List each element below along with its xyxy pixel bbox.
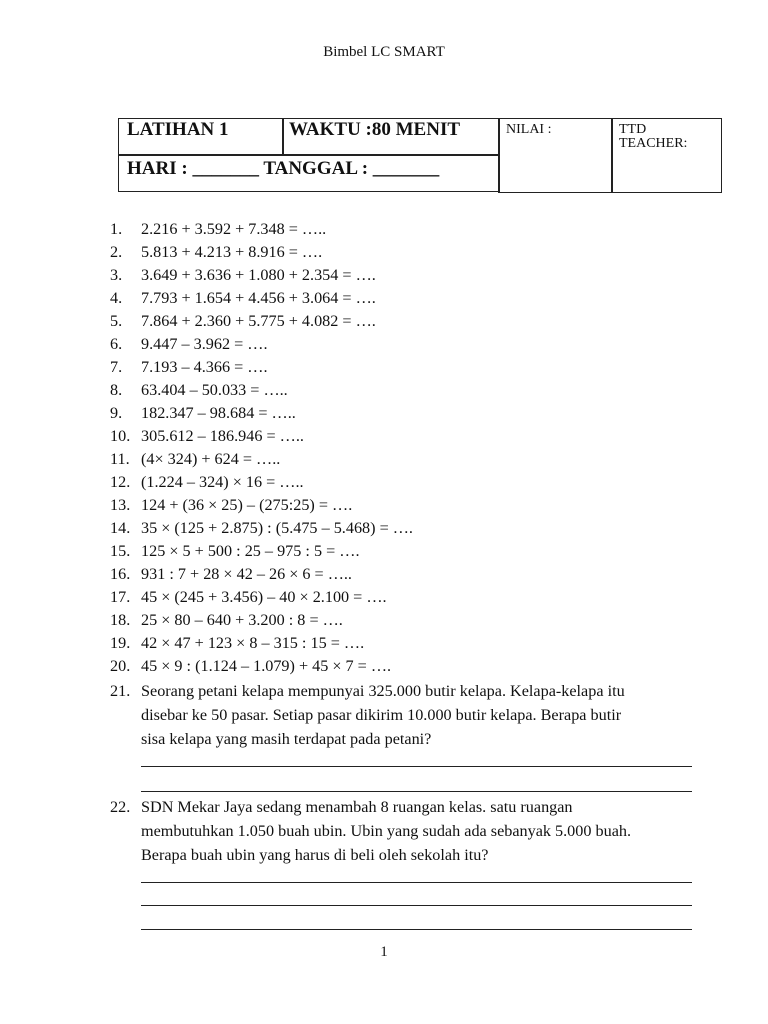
question-text: 45 × 9 : (1.124 – 1.079) + 45 × 7 = …. (141, 657, 392, 675)
page-number: 1 (380, 944, 388, 960)
question-item (0, 655, 768, 677)
nilai-label: NILAI : (506, 122, 552, 137)
hari-tanggal-label: HARI : _______ TANGGAL : _______ (127, 158, 440, 179)
answer-line[interactable] (141, 905, 692, 906)
question-text-line: Seorang petani kelapa mempunyai 325.000 butir kelapa. Kelapa-kelapa itu (141, 682, 625, 700)
question-text-line: sisa kelapa yang masih terdapat pada petani? (141, 730, 432, 748)
question-number: 9. (110, 404, 123, 422)
question-text: 35 × (125 + 2.875) : (5.475 – 5.468) = …. (141, 519, 413, 537)
question-number: 6. (110, 335, 123, 353)
question-number: 17. (110, 588, 131, 606)
question-text-line: membutuhkan 1.050 buah ubin. Ubin yang sudah ada sebanyak 5.000 buah. (141, 822, 632, 840)
question-number: 5. (110, 312, 123, 330)
document-header: Bimbel LC SMART (323, 44, 445, 60)
question-number: 22. (110, 798, 131, 816)
question-text: 9.447 – 3.962 = …. (141, 335, 268, 353)
question-text: 7.193 – 4.366 = …. (141, 358, 268, 376)
question-number: 20. (110, 657, 131, 675)
question-item (0, 287, 768, 309)
question-number: 7. (110, 358, 123, 376)
answer-line[interactable] (141, 929, 692, 930)
question-text: 931 : 7 + 28 × 42 – 26 × 6 = ….. (141, 565, 352, 583)
question-item (0, 218, 768, 240)
question-item (0, 241, 768, 263)
question-item (0, 563, 768, 585)
question-item (0, 586, 768, 608)
question-number: 10. (110, 427, 131, 445)
question-item (0, 356, 768, 378)
question-text: (4× 324) + 624 = ….. (141, 450, 281, 468)
question-item (0, 333, 768, 355)
answer-line[interactable] (141, 882, 692, 883)
question-text: 125 × 5 + 500 : 25 – 975 : 5 = …. (141, 542, 360, 560)
question-text: 25 × 80 – 640 + 3.200 : 8 = …. (141, 611, 343, 629)
question-number: 8. (110, 381, 123, 399)
question-text: 3.649 + 3.636 + 1.080 + 2.354 = …. (141, 266, 376, 284)
question-text: 182.347 – 98.684 = ….. (141, 404, 296, 422)
question-item (0, 264, 768, 286)
question-item (0, 379, 768, 401)
question-text: 42 × 47 + 123 × 8 – 315 : 15 = …. (141, 634, 365, 652)
question-number: 19. (110, 634, 131, 652)
answer-line[interactable] (141, 766, 692, 767)
question-item (0, 632, 768, 654)
question-number: 14. (110, 519, 131, 537)
question-number: 2. (110, 243, 123, 261)
question-item (0, 471, 768, 493)
question-text-line: Berapa buah ubin yang harus di beli oleh sekolah itu? (141, 846, 489, 864)
question-item (0, 310, 768, 332)
question-number: 12. (110, 473, 131, 491)
question-item (0, 494, 768, 516)
question-text-line: disebar ke 50 pasar. Setiap pasar dikirim 10.000 butir kelapa. Berapa butir (141, 706, 622, 724)
question-text: 7.864 + 2.360 + 5.775 + 4.082 = …. (141, 312, 376, 330)
question-number: 21. (110, 682, 131, 700)
question-number: 11. (110, 450, 130, 468)
question-number: 15. (110, 542, 131, 560)
question-item (0, 402, 768, 424)
ttd-label: TTD (619, 122, 647, 137)
question-item (0, 609, 768, 631)
question-number: 13. (110, 496, 131, 514)
question-item (0, 448, 768, 470)
question-text-line: SDN Mekar Jaya sedang menambah 8 ruangan kelas. satu ruangan (141, 798, 573, 816)
question-text (141, 679, 701, 751)
question-text: (1.224 – 324) × 16 = ….. (141, 473, 304, 491)
question-number: 1. (110, 220, 123, 238)
question-text: 2.216 + 3.592 + 7.348 = ….. (141, 220, 327, 238)
question-number: 18. (110, 611, 131, 629)
question-text (141, 795, 701, 867)
answer-line[interactable] (141, 791, 692, 792)
question-number: 16. (110, 565, 131, 583)
question-text: 7.793 + 1.654 + 4.456 + 3.064 = …. (141, 289, 376, 307)
teacher-label: TEACHER: (619, 136, 688, 151)
question-item (0, 540, 768, 562)
latihan-label: LATIHAN 1 (127, 119, 229, 140)
waktu-label: WAKTU :80 MENIT (289, 119, 461, 140)
question-item (0, 425, 768, 447)
question-number: 4. (110, 289, 123, 307)
question-text: 305.612 – 186.946 = ….. (141, 427, 304, 445)
question-text: 5.813 + 4.213 + 8.916 = …. (141, 243, 323, 261)
question-item (0, 517, 768, 539)
question-number: 3. (110, 266, 123, 284)
question-text: 63.404 – 50.033 = ….. (141, 381, 288, 399)
question-text: 45 × (245 + 3.456) – 40 × 2.100 = …. (141, 588, 387, 606)
question-text: 124 + (36 × 25) – (275:25) = …. (141, 496, 353, 514)
